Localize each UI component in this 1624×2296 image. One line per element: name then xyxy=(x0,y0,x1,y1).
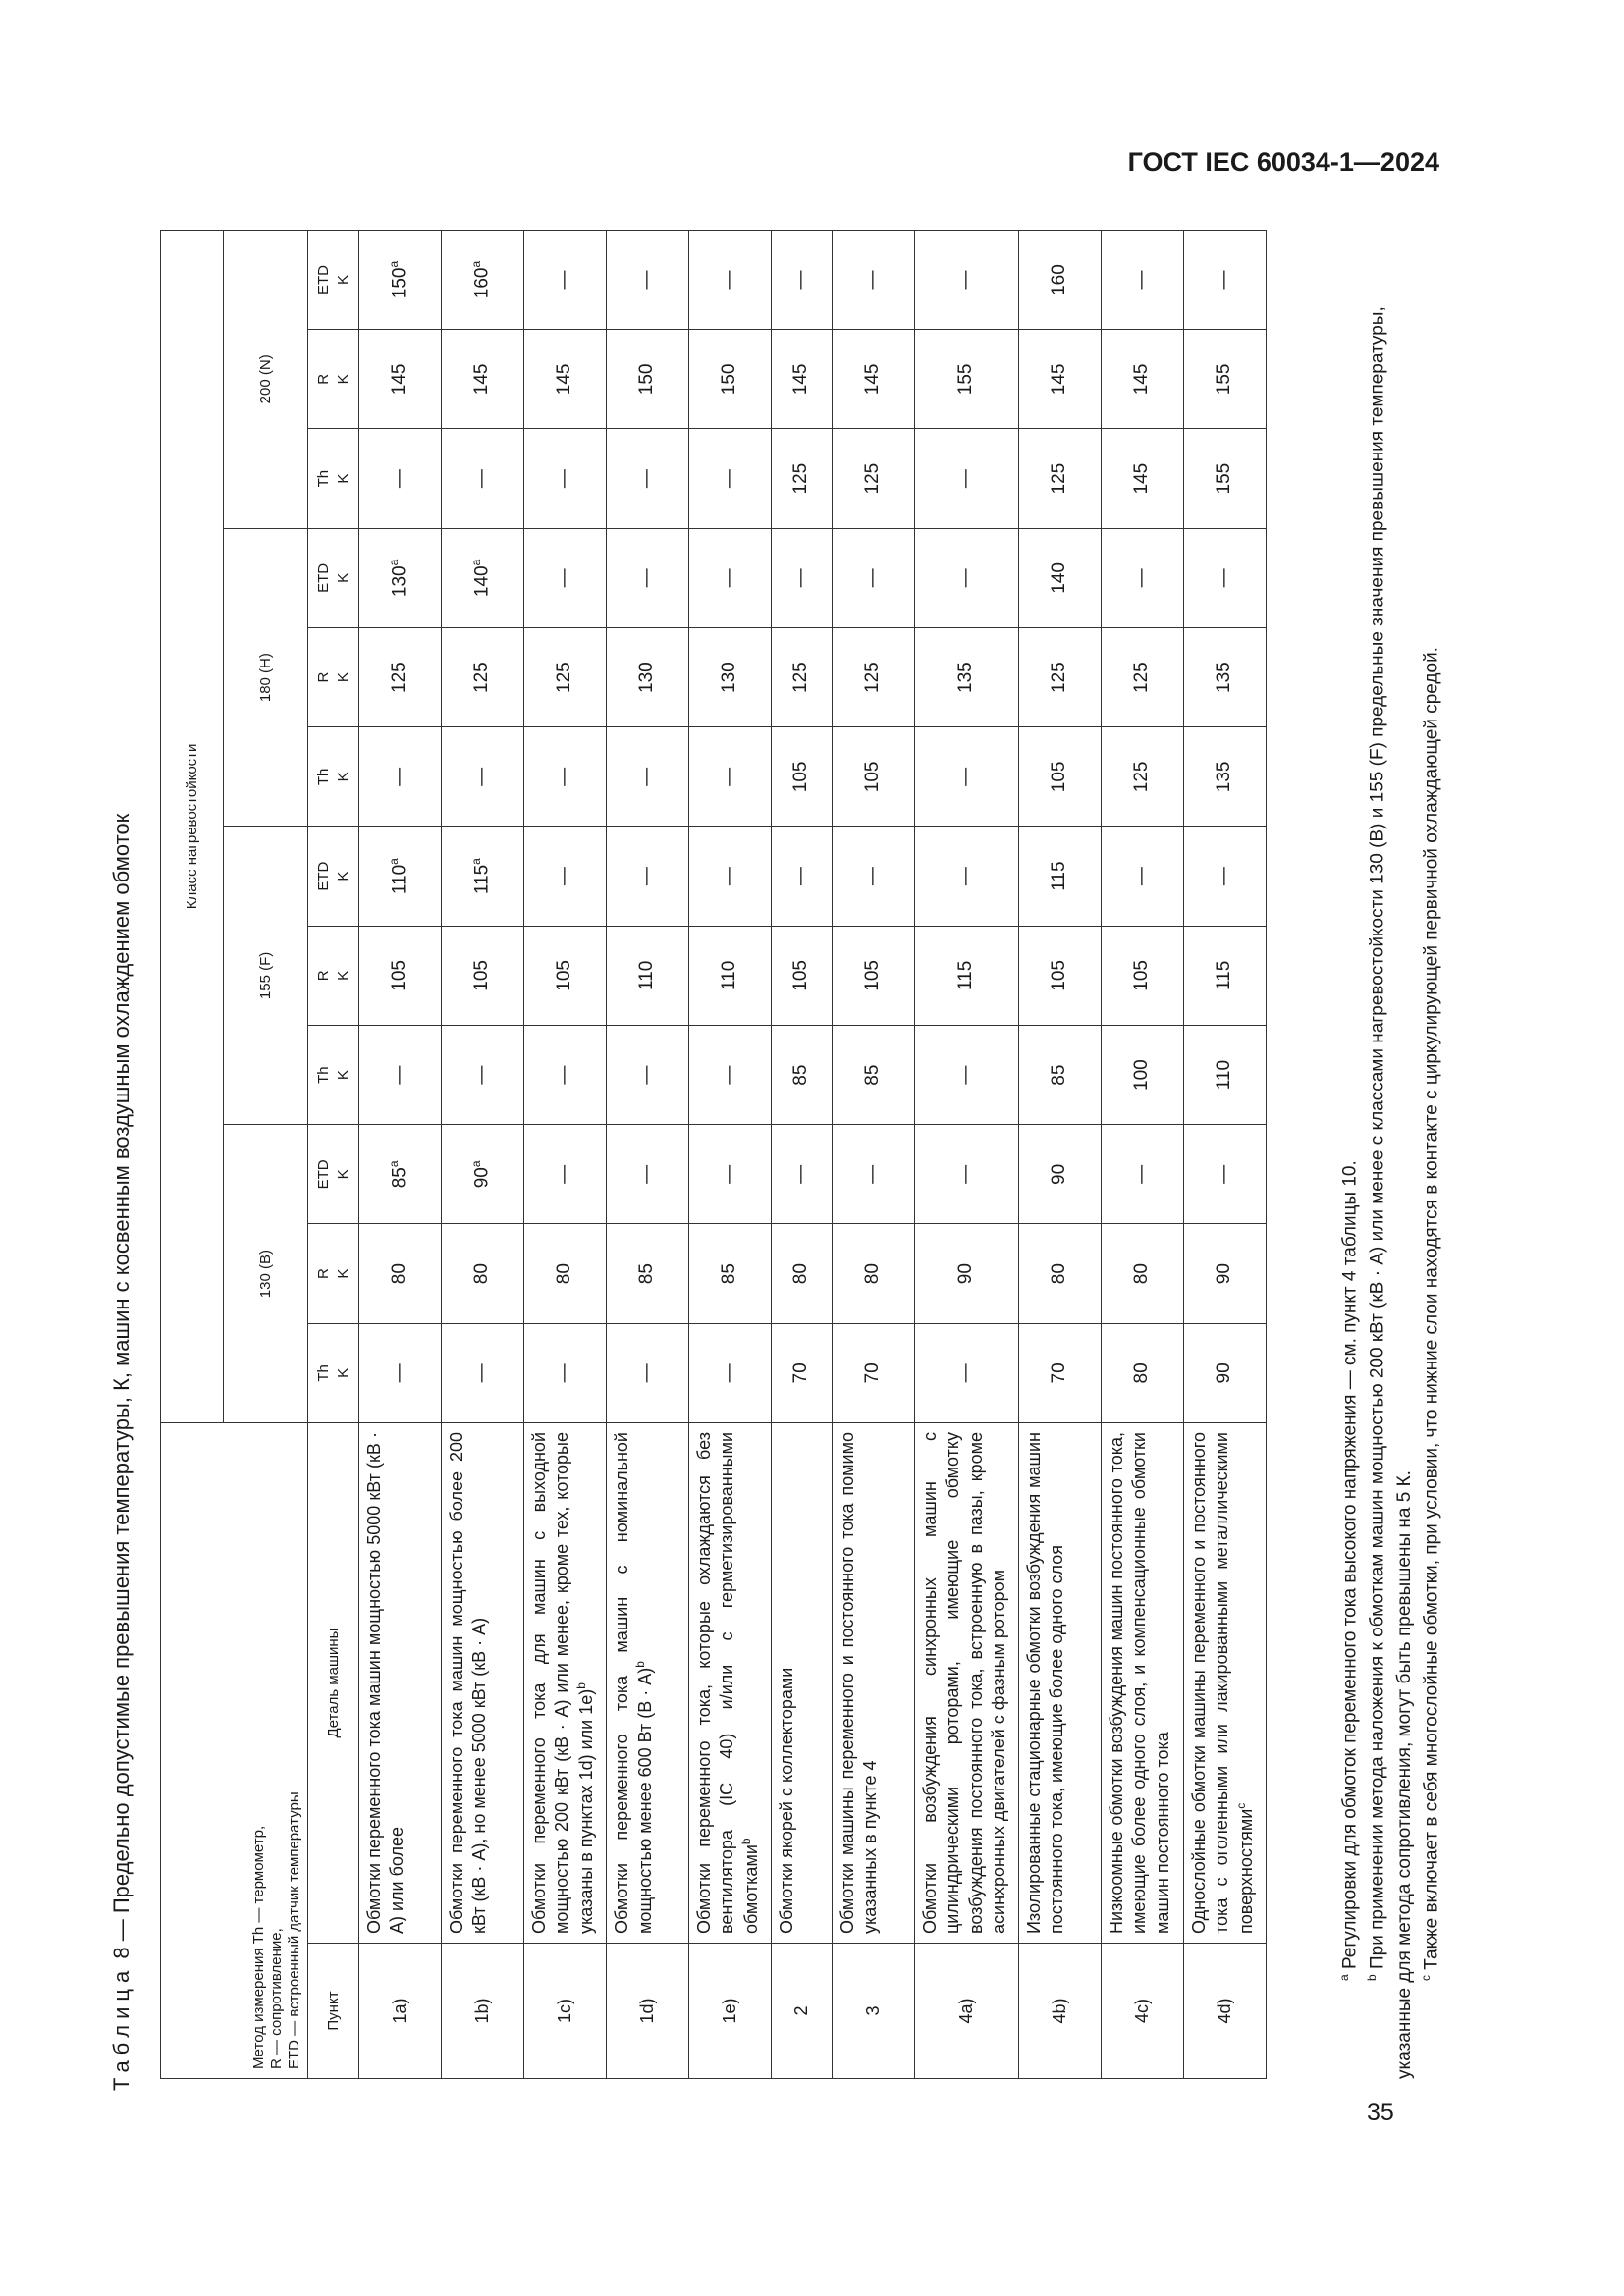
value-cell: — xyxy=(833,827,915,926)
value-cell: 105 xyxy=(833,727,915,827)
value-cell: 85 xyxy=(1019,1026,1102,1125)
value-cell: — xyxy=(524,1026,607,1125)
value-cell: 150 xyxy=(607,330,689,429)
value-cell: — xyxy=(689,230,772,329)
value-cell: 145 xyxy=(772,330,833,429)
row-description: Обмотки переменного тока машин с номинальной мощностью менее 600 Вт $(В \cdot А)^b$ xyxy=(607,1423,689,1944)
value-cell: 125 xyxy=(833,429,915,528)
value-cell: 85 xyxy=(607,1224,689,1323)
value-cell: 145 xyxy=(1102,330,1184,429)
method-name: ETD xyxy=(315,562,332,593)
value-cell: 110 xyxy=(607,926,689,1025)
value-cell: 80 xyxy=(833,1224,915,1323)
value-cell: 115$^a$ xyxy=(442,827,524,926)
value-cell: 90 xyxy=(915,1224,1019,1323)
value-cell: — xyxy=(607,1026,689,1125)
row-item: 1d) xyxy=(607,1944,689,2079)
method-unit: K xyxy=(334,871,352,881)
method-unit: K xyxy=(334,1367,352,1378)
row-item: 1a) xyxy=(359,1944,442,2079)
row-description: Обмотки переменного тока машин мощностью 5000 кВт (кВ · А) или более xyxy=(359,1423,442,1944)
method-header xyxy=(308,1125,359,1224)
row-description: Обмотки переменного тока для машин с выходной мощностью 200 кВт (кВ · А) или менее, кроме тех, которые указаны в пунктах 1d) или 1e)$^b$ xyxy=(524,1423,607,1944)
row-description: Однослойные обмотки машины переменного и постоянного тока с оголенными или лакированными металлическими поверхностями$^c$ xyxy=(1184,1423,1267,1944)
value-cell: 85 xyxy=(772,1026,833,1125)
thermal-class-1: 155 (F) xyxy=(224,827,308,1125)
value-cell: 80 xyxy=(772,1224,833,1323)
standard-code: ГОСТ IEC 60034-1—2024 xyxy=(1127,147,1439,177)
value-cell: — xyxy=(772,827,833,926)
method-name: R xyxy=(315,671,332,683)
method-header xyxy=(308,727,359,827)
value-cell: 150$^a$ xyxy=(359,230,442,329)
value-cell: 130$^a$ xyxy=(359,528,442,627)
row-description: Обмотки машины переменного и постоянного тока помимо указанных в пункте 4 xyxy=(833,1423,915,1944)
value-cell: — xyxy=(442,1026,524,1125)
method-unit: K xyxy=(334,473,352,484)
table-row xyxy=(524,230,607,2078)
thermal-class-0: 130 (B) xyxy=(224,1125,308,1423)
method-header xyxy=(308,827,359,926)
value-cell: 155 xyxy=(915,330,1019,429)
value-cell: 125 xyxy=(1102,727,1184,827)
table-row xyxy=(442,230,524,2078)
method-name: Th xyxy=(315,469,332,488)
value-cell: — xyxy=(359,727,442,827)
value-cell: 125 xyxy=(442,628,524,727)
value-cell: 125 xyxy=(772,628,833,727)
value-cell: 105 xyxy=(359,926,442,1025)
value-cell: 105 xyxy=(833,926,915,1025)
value-cell: — xyxy=(915,1125,1019,1224)
value-cell: 80 xyxy=(359,1224,442,1323)
row-item: 1c) xyxy=(524,1944,607,2079)
value-cell: — xyxy=(915,528,1019,627)
value-cell: 105 xyxy=(524,926,607,1025)
value-cell: 80 xyxy=(1019,1224,1102,1323)
value-cell: 125 xyxy=(524,628,607,727)
method-unit: K xyxy=(334,772,352,782)
method-header xyxy=(308,1323,359,1422)
method-name: ETD xyxy=(315,1159,332,1190)
row-item: 4a) xyxy=(915,1944,1019,2079)
value-cell: 160 xyxy=(1019,230,1102,329)
value-cell: — xyxy=(772,1125,833,1224)
table-row xyxy=(1184,230,1267,2078)
value-cell: — xyxy=(772,528,833,627)
value-cell: 90$^a$ xyxy=(442,1125,524,1224)
value-cell: 140 xyxy=(1019,528,1102,627)
method-unit: K xyxy=(334,672,352,683)
header-row-1 xyxy=(161,230,224,2078)
value-cell: — xyxy=(607,230,689,329)
value-cell: 125 xyxy=(1019,429,1102,528)
value-cell: 80 xyxy=(524,1224,607,1323)
method-legend-cell xyxy=(161,1423,308,2079)
value-cell: — xyxy=(524,528,607,627)
method-name: Th xyxy=(315,1364,332,1382)
value-cell: — xyxy=(1102,528,1184,627)
value-cell: — xyxy=(1102,230,1184,329)
value-cell: 85$^a$ xyxy=(359,1125,442,1224)
method-legend-line: ETD — встроенный датчик температуры xyxy=(286,1791,302,2069)
footnote-a: $^a$ Регулировки для обмоток переменного тока высокого напряжения — см. пункт 4 таблицы 10. xyxy=(1337,1160,1361,1981)
value-cell: — xyxy=(607,429,689,528)
value-cell: — xyxy=(1184,1125,1267,1224)
row-description: Обмотки переменного тока машин мощностью более 200 кВт (кВ · А), но менее 5000 кВт (кВ · А) xyxy=(442,1423,524,1944)
row-description: Изолированные стационарные обмотки возбуждения машин постоянного тока, имеющие более одного слоя xyxy=(1019,1423,1102,1944)
method-unit: K xyxy=(334,970,352,981)
value-cell: — xyxy=(915,827,1019,926)
value-cell: — xyxy=(689,528,772,627)
row-description: Низкоомные обмотки возбуждения машин постоянного тока, имеющие более одного слоя, и компенсационные обмотки машин постоянного тока xyxy=(1102,1423,1184,1944)
method-name: R xyxy=(315,373,332,385)
method-unit: K xyxy=(334,572,352,583)
value-cell: 110$^a$ xyxy=(359,827,442,926)
value-cell: — xyxy=(689,429,772,528)
value-cell: 115 xyxy=(1019,827,1102,926)
row-item: 3 xyxy=(833,1944,915,2079)
method-name: Th xyxy=(315,1066,332,1084)
table-row xyxy=(689,230,772,2078)
value-cell: 70 xyxy=(772,1323,833,1422)
value-cell: 115 xyxy=(915,926,1019,1025)
thermal-class-header: Класс нагревостойкости xyxy=(161,230,224,1422)
row-description: Обмотки возбуждения синхронных машин с цилиндрическими роторами, имеющие обмотку возбуждения постоянного тока, встроенную в пазы, кроме асинхронных двигателей с фазным ротором xyxy=(915,1423,1019,1944)
table-caption xyxy=(109,814,135,2091)
value-cell: — xyxy=(442,1323,524,1422)
page-number: 35 xyxy=(1367,2099,1394,2126)
value-cell: 155 xyxy=(1184,429,1267,528)
method-unit: K xyxy=(334,1268,352,1279)
value-cell: — xyxy=(833,528,915,627)
method-header xyxy=(308,330,359,429)
value-cell: — xyxy=(1184,230,1267,329)
method-legend-line: R — сопротивление, xyxy=(268,1928,285,2069)
value-cell: — xyxy=(689,1125,772,1224)
value-cell: 80 xyxy=(1102,1323,1184,1422)
value-cell: — xyxy=(915,1026,1019,1125)
value-cell: 115 xyxy=(1184,926,1267,1025)
value-cell: 85 xyxy=(689,1224,772,1323)
header-row-3 xyxy=(308,230,359,2078)
value-cell: 80 xyxy=(1102,1224,1184,1323)
value-cell: 145 xyxy=(524,330,607,429)
value-cell: — xyxy=(1184,528,1267,627)
value-cell: 150 xyxy=(689,330,772,429)
value-cell: — xyxy=(442,429,524,528)
row-item: 1b) xyxy=(442,1944,524,2079)
method-unit: K xyxy=(334,1070,352,1081)
table-row xyxy=(1102,230,1184,2078)
method-header xyxy=(308,230,359,329)
value-cell: 105 xyxy=(1019,727,1102,827)
method-unit: K xyxy=(334,1169,352,1180)
thermal-class-3: 200 (N) xyxy=(224,230,308,528)
machine-part-header: Деталь машины xyxy=(308,1423,359,1944)
value-cell: — xyxy=(524,1125,607,1224)
value-cell: — xyxy=(915,230,1019,329)
value-cell: — xyxy=(607,528,689,627)
value-cell: — xyxy=(689,827,772,926)
value-cell: — xyxy=(524,827,607,926)
value-cell: — xyxy=(359,1323,442,1422)
method-name: ETD xyxy=(315,265,332,295)
value-cell: 125 xyxy=(359,628,442,727)
value-cell: 125 xyxy=(833,628,915,727)
method-header xyxy=(308,1026,359,1125)
value-cell: 105 xyxy=(772,727,833,827)
value-cell: 145 xyxy=(359,330,442,429)
value-cell: — xyxy=(915,429,1019,528)
value-cell: — xyxy=(833,230,915,329)
value-cell: — xyxy=(524,1323,607,1422)
value-cell: 145 xyxy=(1102,429,1184,528)
value-cell: — xyxy=(359,429,442,528)
value-cell: 90 xyxy=(1184,1323,1267,1422)
value-cell: 85 xyxy=(833,1026,915,1125)
value-cell: 145 xyxy=(833,330,915,429)
method-unit: K xyxy=(334,374,352,385)
value-cell: — xyxy=(607,827,689,926)
value-cell: — xyxy=(689,1026,772,1125)
row-description: Обмотки якорей с коллекторами xyxy=(772,1423,833,1944)
method-name: R xyxy=(315,1268,332,1280)
table-body xyxy=(161,230,1267,2078)
table-row xyxy=(1019,230,1102,2078)
value-cell: 105 xyxy=(772,926,833,1025)
value-cell: 130 xyxy=(689,628,772,727)
item-header: Пункт xyxy=(308,1944,359,2079)
row-item: 4b) xyxy=(1019,1944,1102,2079)
caption-label: Таблица xyxy=(109,1964,134,2091)
table-row xyxy=(359,230,442,2078)
footnote-b: $^b$ При применении метода наложения к обмоткам машин мощностью 200 кВт (кВ · А) или менее с классами нагревостойкости 130 (B) и 155 (F) предельные значения превышения температуры, указанные для метода сопротивления, могут быть превышены на 5 К. xyxy=(1364,306,1415,2079)
value-cell: — xyxy=(524,230,607,329)
footnote-c: $^c$ Также включает в себя многослойные обмотки, при условии, что нижние слои находятся в контакте с циркулирующей первичной охлаждающей средой. xyxy=(1419,647,1442,1981)
value-cell: 140$^a$ xyxy=(442,528,524,627)
value-cell: — xyxy=(607,1125,689,1224)
method-header xyxy=(308,528,359,627)
value-cell: 80 xyxy=(442,1224,524,1323)
value-cell: 145 xyxy=(442,330,524,429)
table-row xyxy=(915,230,1019,2078)
value-cell: 110 xyxy=(689,926,772,1025)
value-cell: 145 xyxy=(1019,330,1102,429)
value-cell: — xyxy=(524,727,607,827)
value-cell: 125 xyxy=(772,429,833,528)
footnotes xyxy=(1336,234,1445,2079)
method-header xyxy=(308,1224,359,1323)
value-cell: 125 xyxy=(1019,628,1102,727)
table-row xyxy=(772,230,833,2078)
row-item: 4d) xyxy=(1184,1944,1267,2079)
method-header xyxy=(308,926,359,1025)
method-header xyxy=(308,429,359,528)
value-cell: 125 xyxy=(1102,628,1184,727)
value-cell: 105 xyxy=(1102,926,1184,1025)
method-unit: K xyxy=(334,275,352,286)
value-cell: — xyxy=(607,1323,689,1422)
caption-text: 8 — Предельно допустимые превышения температуры, К, машин с косвенным воздушным охлаждением обмоток xyxy=(109,813,134,1965)
row-item: 1e) xyxy=(689,1944,772,2079)
value-cell: — xyxy=(1102,827,1184,926)
value-cell: 90 xyxy=(1019,1125,1102,1224)
value-cell: — xyxy=(1102,1125,1184,1224)
method-name: Th xyxy=(315,768,332,786)
value-cell: — xyxy=(1184,827,1267,926)
value-cell: — xyxy=(689,1323,772,1422)
value-cell: 90 xyxy=(1184,1224,1267,1323)
value-cell: 135 xyxy=(915,628,1019,727)
value-cell: — xyxy=(359,1026,442,1125)
method-header xyxy=(308,628,359,727)
rotated-content xyxy=(109,231,1454,2091)
value-cell: — xyxy=(442,727,524,827)
value-cell: 135 xyxy=(1184,727,1267,827)
value-cell: 105 xyxy=(1019,926,1102,1025)
value-cell: 110 xyxy=(1184,1026,1267,1125)
value-cell: — xyxy=(833,1125,915,1224)
value-cell: 160$^a$ xyxy=(442,230,524,329)
row-item: 4c) xyxy=(1102,1944,1184,2079)
value-cell: 70 xyxy=(1019,1323,1102,1422)
value-cell: — xyxy=(607,727,689,827)
method-legend-line: Метод измерения Th — термометр, xyxy=(250,1825,267,2069)
method-name: ETD xyxy=(315,861,332,891)
method-name: R xyxy=(315,970,332,982)
value-cell: 135 xyxy=(1184,628,1267,727)
table-row xyxy=(607,230,689,2078)
thermal-class-2: 180 (H) xyxy=(224,528,308,827)
value-cell: 100 xyxy=(1102,1026,1184,1125)
value-cell: — xyxy=(772,230,833,329)
table-row xyxy=(833,230,915,2078)
value-cell: — xyxy=(915,727,1019,827)
row-item: 2 xyxy=(772,1944,833,2079)
temperature-rise-table xyxy=(160,230,1267,2079)
row-description: Обмотки переменного тока, которые охлаждаются без вентилятора (IC 40) и/или с герметизированными обмотками$^b$ xyxy=(689,1423,772,1944)
value-cell: — xyxy=(524,429,607,528)
value-cell: — xyxy=(689,727,772,827)
value-cell: 70 xyxy=(833,1323,915,1422)
value-cell: — xyxy=(915,1323,1019,1422)
value-cell: 105 xyxy=(442,926,524,1025)
value-cell: 130 xyxy=(607,628,689,727)
value-cell: 155 xyxy=(1184,330,1267,429)
